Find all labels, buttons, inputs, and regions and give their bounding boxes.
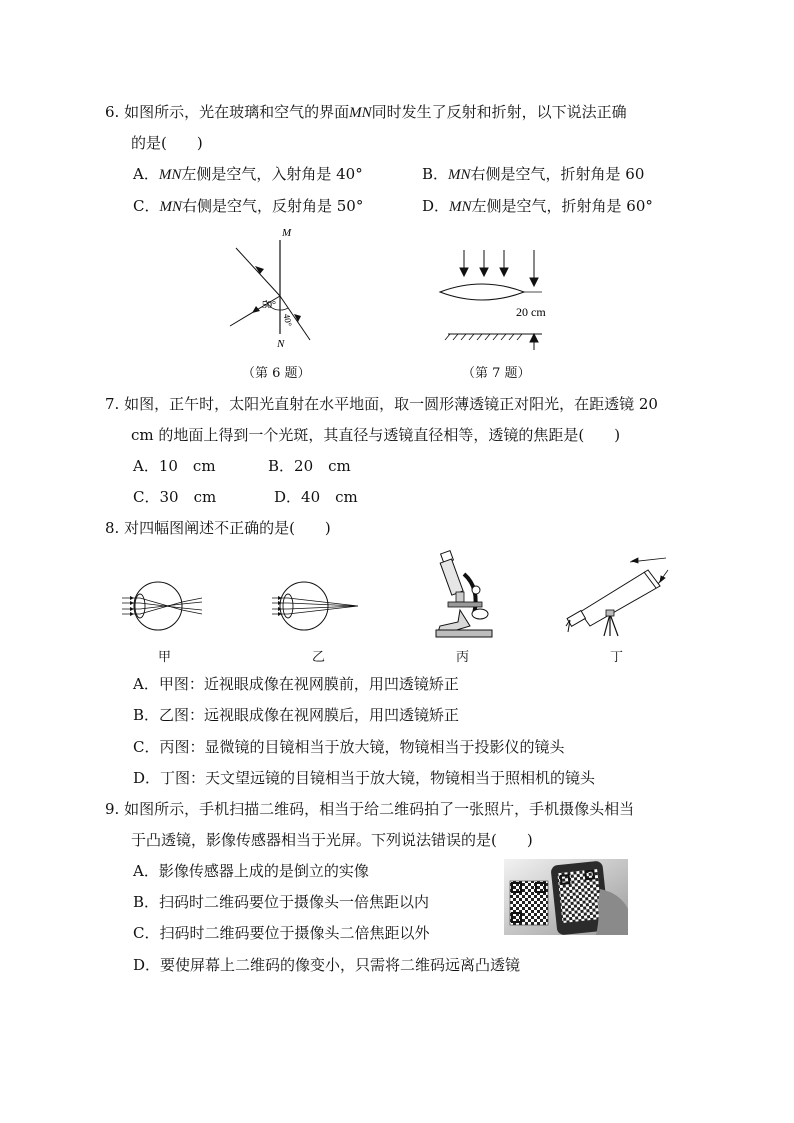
q6-option-d: D．MN左侧是空气，折射角是 60° bbox=[422, 197, 653, 215]
q7-option-d: D．40 cm bbox=[274, 488, 358, 506]
q8-label-yi: 乙 bbox=[312, 650, 326, 665]
q8-option-d: D．丁图：天文望远镜的目镜相当于放大镜，物镜相当于照相机的镜头 bbox=[133, 769, 596, 787]
q6-angle-40: 40° bbox=[281, 312, 294, 328]
q8-label-ding: 丁 bbox=[610, 650, 624, 665]
q7-option-b: B．20 cm bbox=[268, 457, 351, 475]
q8-label-bing: 丙 bbox=[456, 650, 470, 665]
q7-stem-line2: cm 的地面上得到一个光斑，其直径与透镜直径相等，透镜的焦距是( ) bbox=[131, 426, 621, 444]
q6-option-c: C．MN右侧是空气，反射角是 50° bbox=[133, 197, 364, 215]
q8-fig-telescope bbox=[560, 556, 670, 640]
q6-label-n: N bbox=[277, 338, 285, 350]
q9-stem-line1: 9. 如图所示，手机扫描二维码，相当于给二维码拍了一张照片，手机摄像头相当 bbox=[105, 800, 635, 818]
q8-fig-microscope bbox=[430, 548, 500, 640]
q7-option-c: C．30 cm bbox=[133, 488, 217, 506]
q7-option-a: A．10 cm bbox=[133, 457, 216, 475]
q8-option-a: A．甲图：近视眼成像在视网膜前，用凹透镜矫正 bbox=[133, 675, 459, 693]
q7-lens-diagram bbox=[436, 246, 566, 354]
q8-option-c: C．丙图：显微镜的目镜相当于放大镜，物镜相当于投影仪的镜头 bbox=[133, 738, 565, 756]
q6-stem-line1 bbox=[105, 102, 627, 123]
q6-refraction-diagram bbox=[222, 226, 322, 350]
q6-mn: MN bbox=[349, 105, 372, 121]
q6-stem-part2: 同时发生了反射和折射，以下说法正确 bbox=[371, 103, 627, 121]
q6-angle-50: 50° bbox=[262, 300, 276, 311]
q8-option-b: B．乙图：远视眼成像在视网膜后，用凹透镜矫正 bbox=[133, 706, 460, 724]
q6-label-m: M bbox=[282, 227, 292, 239]
q6-caption: （第 6 题） bbox=[242, 366, 311, 381]
q8-fig-myopia-eye bbox=[120, 574, 210, 638]
q6-option-a: A．MN左侧是空气，入射角是 40° bbox=[133, 165, 363, 183]
q9-option-b: B．扫码时二维码要位于摄像头一倍焦距以内 bbox=[133, 893, 430, 911]
q8-label-jia: 甲 bbox=[158, 650, 172, 665]
q8-fig-hyperopia-eye bbox=[270, 574, 362, 638]
q9-stem-line2: 于凸透镜，影像传感器相当于光屏。下列说法错误的是( ) bbox=[131, 831, 533, 849]
q6-stem-part1: 如图所示，光在玻璃和空气的界面 bbox=[124, 103, 350, 121]
q6-option-b: B．MN右侧是空气，折射角是 60 bbox=[422, 165, 645, 183]
q7-caption: （第 7 题） bbox=[462, 366, 531, 381]
q9-phone-qr-photo bbox=[504, 859, 628, 935]
q9-option-a: A．影像传感器上成的是倒立的实像 bbox=[133, 862, 369, 880]
q9-option-d: D．要使屏幕上二维码的像变小，只需将二维码远离凸透镜 bbox=[133, 956, 521, 974]
q7-stem-line1: 7. 如图，正午时，太阳光直射在水平地面，取一圆形薄透镜正对阳光，在距透镜 20 bbox=[105, 395, 658, 413]
q6-stem-line2: 的是( ) bbox=[131, 134, 203, 152]
q7-distance-label: 20 cm bbox=[516, 305, 546, 319]
q8-stem: 8. 对四幅图阐述不正确的是( ) bbox=[105, 519, 331, 537]
q6-number: 6. bbox=[105, 103, 120, 121]
q9-option-c: C．扫码时二维码要位于摄像头二倍焦距以外 bbox=[133, 924, 430, 942]
